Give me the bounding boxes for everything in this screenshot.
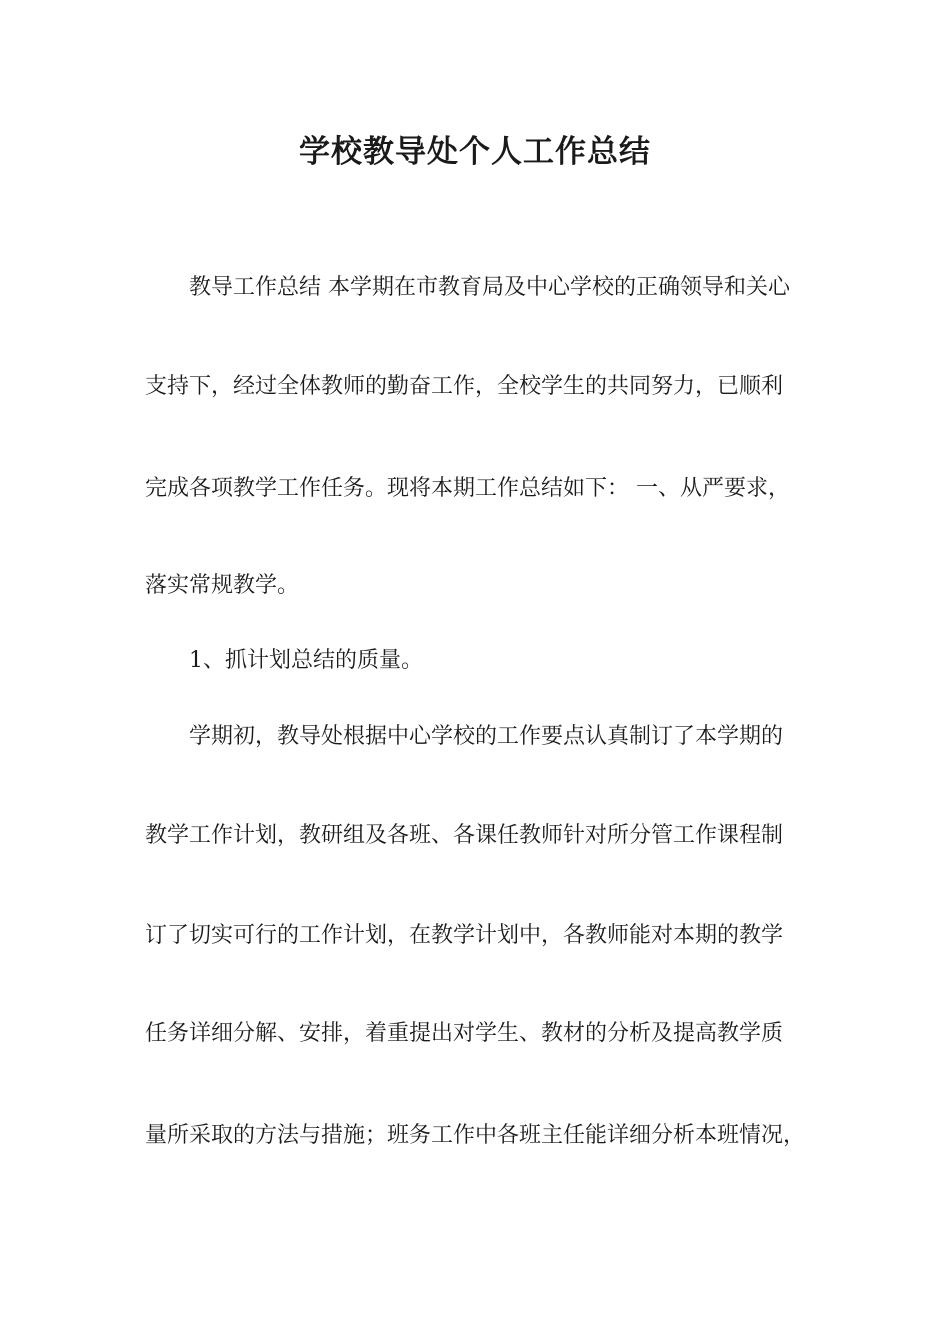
paragraph-line: 1、抓计划总结的质量。: [189, 648, 423, 673]
paragraph-line: 教导工作总结 本学期在市教育局及中心学校的正确领导和关心: [189, 275, 790, 300]
paragraph-line: 订了切实可行的工作计划，在教学计划中，各教师能对本期的教学: [145, 923, 784, 948]
paragraph-line: 学期初，教导处根据中心学校的工作要点认真制订了本学期的: [189, 724, 784, 749]
paragraph-line: 任务详细分解、安排，着重提出对学生、教材的分析及提高教学质: [145, 1021, 784, 1046]
document-title: 学校教导处个人工作总结: [299, 134, 651, 170]
paragraph-line: 支持下，经过全体教师的勤奋工作，全校学生的共同努力，已顺利: [145, 374, 784, 399]
paragraph-line: 教学工作计划，教研组及各班、各课任教师针对所分管工作课程制: [145, 823, 784, 848]
paragraph-line: 落实常规教学。: [145, 573, 300, 598]
paragraph-line: 完成各项教学工作任务。现将本期工作总结如下： 一、从严要求，: [145, 476, 790, 501]
paragraph-line: 量所采取的方法与措施；班务工作中各班主任能详细分析本班情况，: [145, 1123, 806, 1148]
